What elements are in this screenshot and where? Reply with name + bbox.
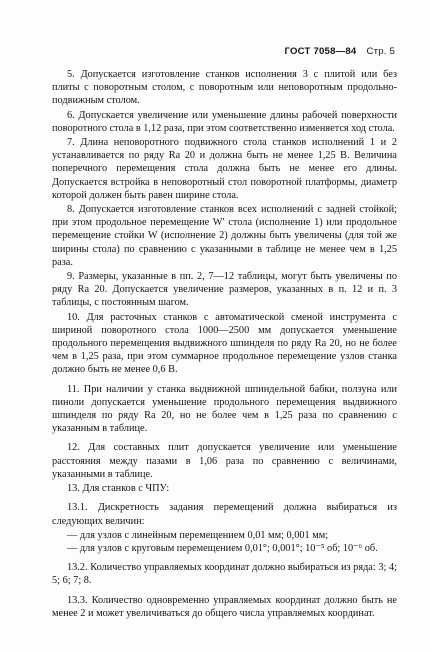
document-body <box>52 68 397 621</box>
paragraph-7: 7. Длина неповоротного подвижного стола станков исполнений 1 и 2 устанавливается по ряду Ra 20 и должна быть не менее 1,25 B. Величина поперечного перемещения стола должна быть не менее его длины. Допускается встройка в неповоротный стол поворотной платформы, диаметр которой должен быть равен ширине стола. <box>52 137 397 201</box>
paragraph-13-3: 13.3. Количество одновременно управляемых координат должно быть не менее 2 и может увеличиваться до общего числа управляемых координат. <box>52 594 397 619</box>
paragraph-13-2: 13.2. Количество управляемых координат должно выбираться из ряда: 3; 4; 5; 6; 7; 8. <box>52 562 397 587</box>
paragraph-5: 5. Допускается изготовление станков исполнения 3 с плитой или без плиты с поворотным столом, с поворотным или неповоротным продольно-подвижным столом. <box>52 69 397 107</box>
list-item-circular: — для узлов с круговым перемещением 0,01°; 0,001°; 10⁻⁵ об; 10⁻⁶ об. <box>67 542 378 554</box>
paragraph-10: 10. Для расточных станков с автоматической сменой инструмента с шириной поворотного стола 1000—2500 мм допускается уменьшение продольного перемещения выдвижного шпинделя по ряду Ra 20, но не более чем в 1,25 раза, при этом суммарное продольное перемещение узлов станка должно быть не менее 0,6 B. <box>52 311 397 376</box>
paragraph-9: 9. Размеры, указанные в пп. 2, 7—12 таблицы, могут быть увеличены по ряду Ra 20. Допускается увеличение размеров, указанных в п. 12 и п. 3 таблицы, с постоянным шагом. <box>52 271 397 309</box>
standard-number: ГОСТ 7058—84 <box>284 46 357 57</box>
page-header <box>284 46 395 57</box>
paragraph-6: 6. Допускается увеличение или уменьшение длины рабочей поверхности поворотного стола в 1,12 раза, при этом соответственно изменяется ход стола. <box>52 109 397 134</box>
paragraph-8: 8. Допускается изготовление станков всех исполнений с задней стойкой; при этом продольное перемещение W′ стола (исполнение 1) или продольное перемещение стойки W (исполнение 2) должны быть увеличены (для той же ширины стола) по сравнению с указанными в таблице не менее чем в 1,25 раза. <box>52 204 397 268</box>
paragraph-13-1: 13.1. Дискретность задания перемещений должна выбираться из следующих величин: <box>52 502 397 527</box>
paragraph-13: 13. Для станков с ЧПУ: <box>67 483 170 495</box>
list-item-linear: — для узлов с линейным перемещением 0,01 мм; 0,001 мм; <box>67 529 329 541</box>
paragraph-12: 12. Для составных плит допускается увеличение или уменьшение расстояния между пазами в 1,06 раза по сравнению с величинами, указанными в таблице. <box>52 442 397 480</box>
paragraph-11: 11. При наличии у станка выдвижной шпиндельной бабки, ползуна или пиноли допускается уменьшение продольного перемещения выдвижного шпинделя по ряду Ra 20, но не более чем в 1,25 раза по сравнению с указанным в таблице. <box>52 383 397 435</box>
page-number: Стр. 5 <box>366 46 395 57</box>
